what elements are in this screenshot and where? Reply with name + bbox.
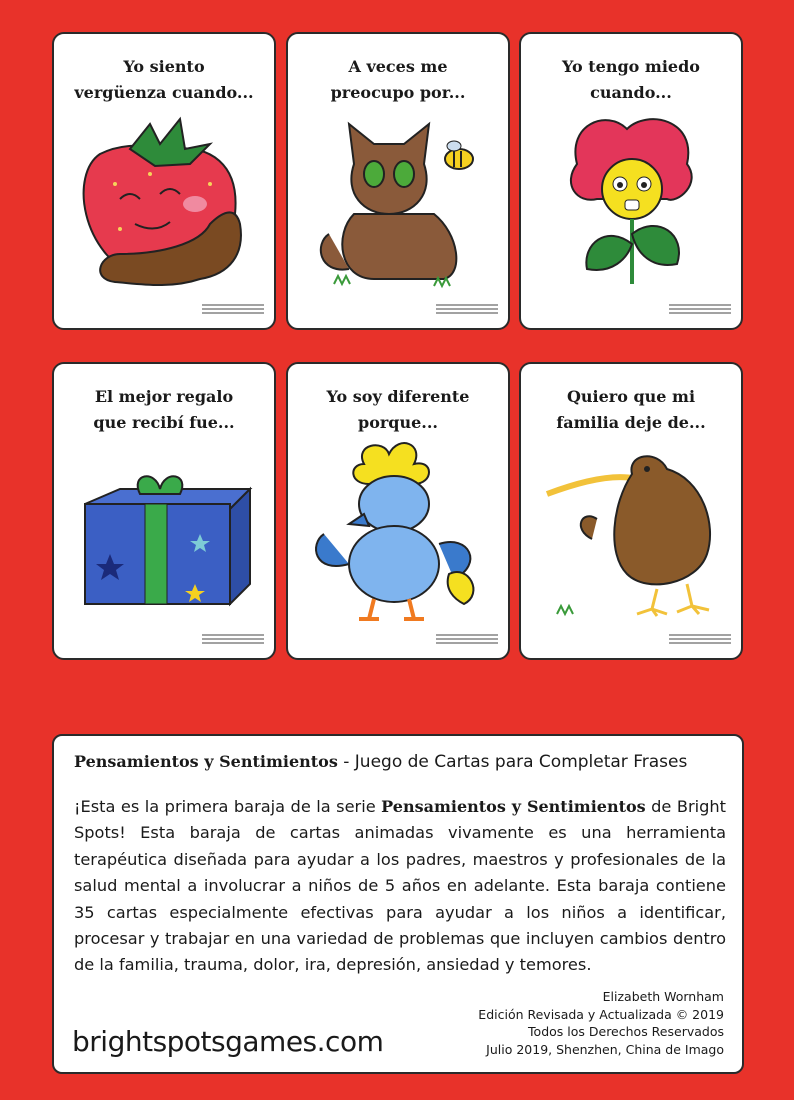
card-credit (202, 304, 264, 318)
card-title (62, 384, 266, 436)
card-title-line: que recibí fue... (93, 413, 235, 432)
card-title (296, 54, 500, 106)
card-best-gift (52, 362, 276, 660)
card-worry (286, 32, 510, 330)
card-fear (519, 32, 743, 330)
card-title-line: vergüenza cuando... (74, 83, 254, 102)
scared-flower-icon (527, 104, 735, 294)
website-url: brightspotsgames.com (72, 1025, 384, 1058)
card-shame (52, 32, 276, 330)
card-credit (669, 634, 731, 648)
edition: Edición Revisada y Actualizada © 2019 (478, 1006, 724, 1022)
card-title (296, 384, 500, 436)
info-description (74, 794, 726, 979)
series-name-inline: Pensamientos y Sentimientos (381, 797, 646, 816)
gift-box-icon (60, 434, 268, 624)
strawberry-icon (60, 104, 268, 294)
card-title-line: preocupo por... (330, 83, 466, 102)
card-title-line: Yo soy diferente (326, 387, 470, 406)
card-title-line: cuando... (590, 83, 672, 102)
card-title-line: Quiero que mi (566, 387, 696, 406)
description-text: de Bright Spots! Esta baraja de cartas animadas vivamente es una herramienta terapéutica diseñada para ayudar a los padres, maestros y profesionales de la salud mental a involucrar a niños de 5 años en adelante. Esta baraja contiene 35 cartas especialmente efectivas para ayudar a los niños a identificar, procesar y trabajar en una variedad de problemas que incluyen cambios dentro de la familia, trauma, dolor, ira, depresión, ansiedad y temores. (74, 797, 727, 975)
card-title-line: porque... (358, 413, 438, 432)
card-credit (669, 304, 731, 318)
card-title-line: El mejor regalo (94, 387, 234, 406)
card-title-line: Yo tengo miedo (562, 57, 700, 76)
series-name: Pensamientos y Sentimientos (74, 752, 338, 771)
cat-with-bee-icon (294, 104, 502, 294)
card-credit (436, 634, 498, 648)
card-title-line: Yo siento (123, 57, 205, 76)
heading-subtitle: - Juego de Cartas para Completar Frases (337, 752, 688, 772)
card-title (529, 384, 733, 436)
rights: Todos los Derechos Reservados (528, 1024, 724, 1039)
info-panel (52, 734, 744, 1074)
card-title (62, 54, 266, 106)
card-family (519, 362, 743, 660)
author: Elizabeth Wornham (602, 989, 724, 1004)
kiwi-bird-icon (527, 434, 735, 624)
card-credit (436, 304, 498, 318)
print-info: Julio 2019, Shenzhen, China de Imago (486, 1041, 724, 1057)
credits (478, 988, 724, 1058)
info-heading (74, 752, 726, 772)
card-title-line: A veces me (348, 57, 448, 76)
card-title (529, 54, 733, 106)
card-credit (202, 634, 264, 648)
description-text: ¡Esta es la primera baraja de la serie (74, 797, 382, 816)
card-title-line: familia deje de... (556, 413, 706, 432)
card-different (286, 362, 510, 660)
blue-bird-icon (294, 434, 502, 624)
